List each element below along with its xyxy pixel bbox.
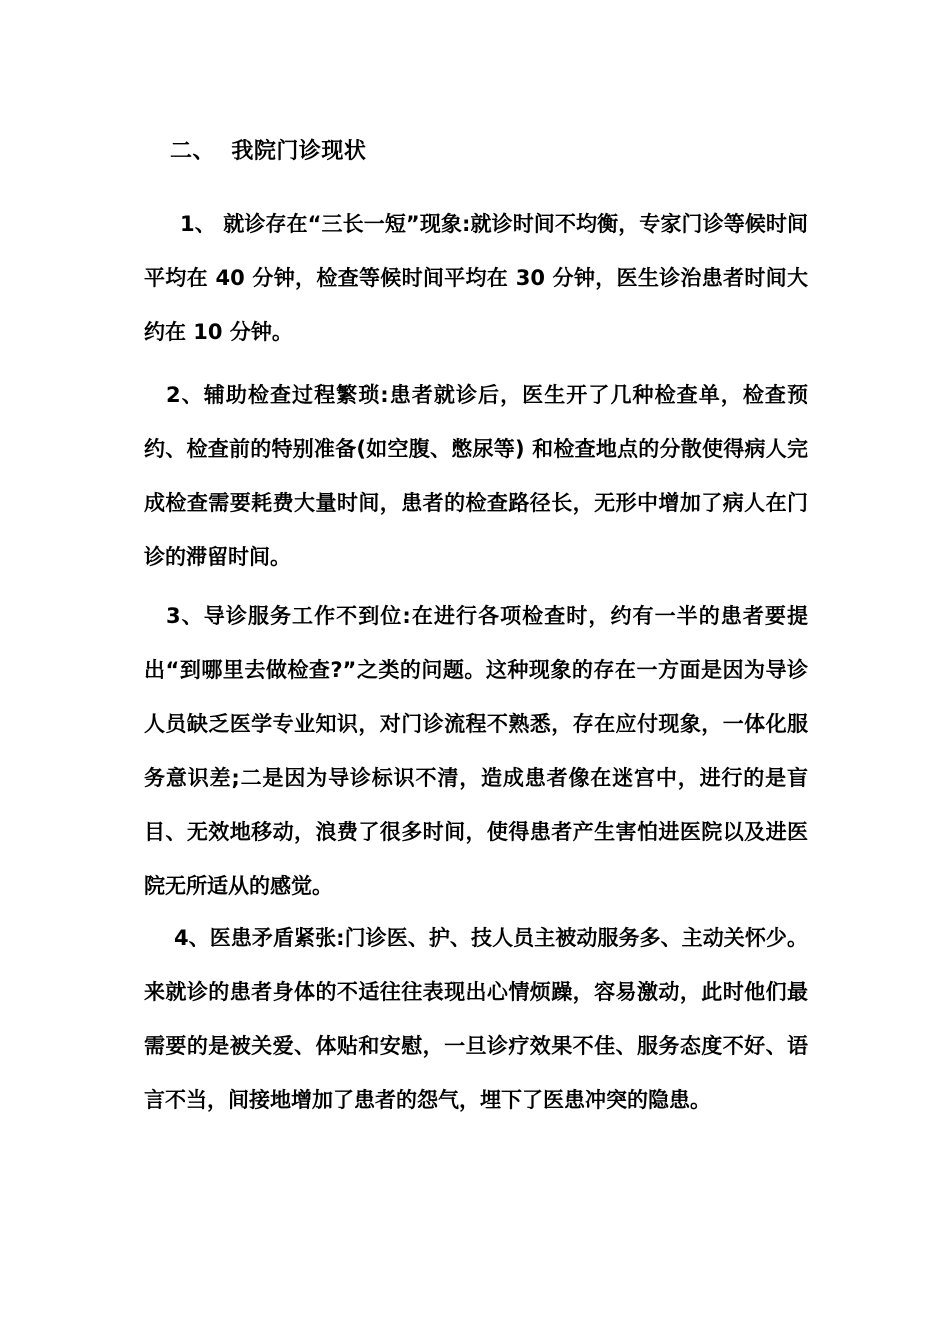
paragraph-4-text: 4、医患矛盾紧张:门诊医、护、技人员主被动服务多、主动关怀少。来就诊的患者身体的不适往往表现出心情烦躁，容易激动，此时他们最需要的是被关爱、体贴和安慰，一旦诊疗效果不佳、服务态度不好、语言不当，间接地增加了患者的怨气，埋下了医患冲突的隐患。 — [144, 926, 808, 1112]
paragraph-3-text: 3、导诊服务工作不到位:在进行各项检查时，约有一半的患者要提出“到哪里去做检查?”之类的问题。这种现象的存在一方面是因为导诊人员缺乏医学专业知识，对门诊流程不熟悉，存在应付现象，一体化服务意识差;二是因为导诊标识不清，造成患者像在迷宫中，进行的是盲目、无效地移动，浪费了很多时间，使得患者产生害怕进医院以及进医院无所适从的感觉。 — [144, 604, 808, 898]
section-heading: 二、 我院门诊现状 — [170, 139, 367, 164]
paragraph-2 — [144, 368, 808, 584]
paragraph-4 — [144, 911, 808, 1127]
paragraph-2-text: 2、辅助检查过程繁琐:患者就诊后，医生开了几种检查单，检查预约、检查前的特别准备(如空腹、憋尿等) 和检查地点的分散使得病人完成检查需要耗费大量时间，患者的检查路径长，无形中增加了病人在门诊的滞留时间。 — [144, 383, 808, 569]
paragraph-1 — [144, 197, 808, 359]
paragraph-1-text: 1、 就诊存在“三长一短”现象:就诊时间不均衡，专家门诊等候时间平均在 40 分钟，检查等候时间平均在 30 分钟，医生诊治患者时间大约在 10 分钟。 — [144, 212, 808, 344]
paragraph-3 — [144, 589, 808, 913]
